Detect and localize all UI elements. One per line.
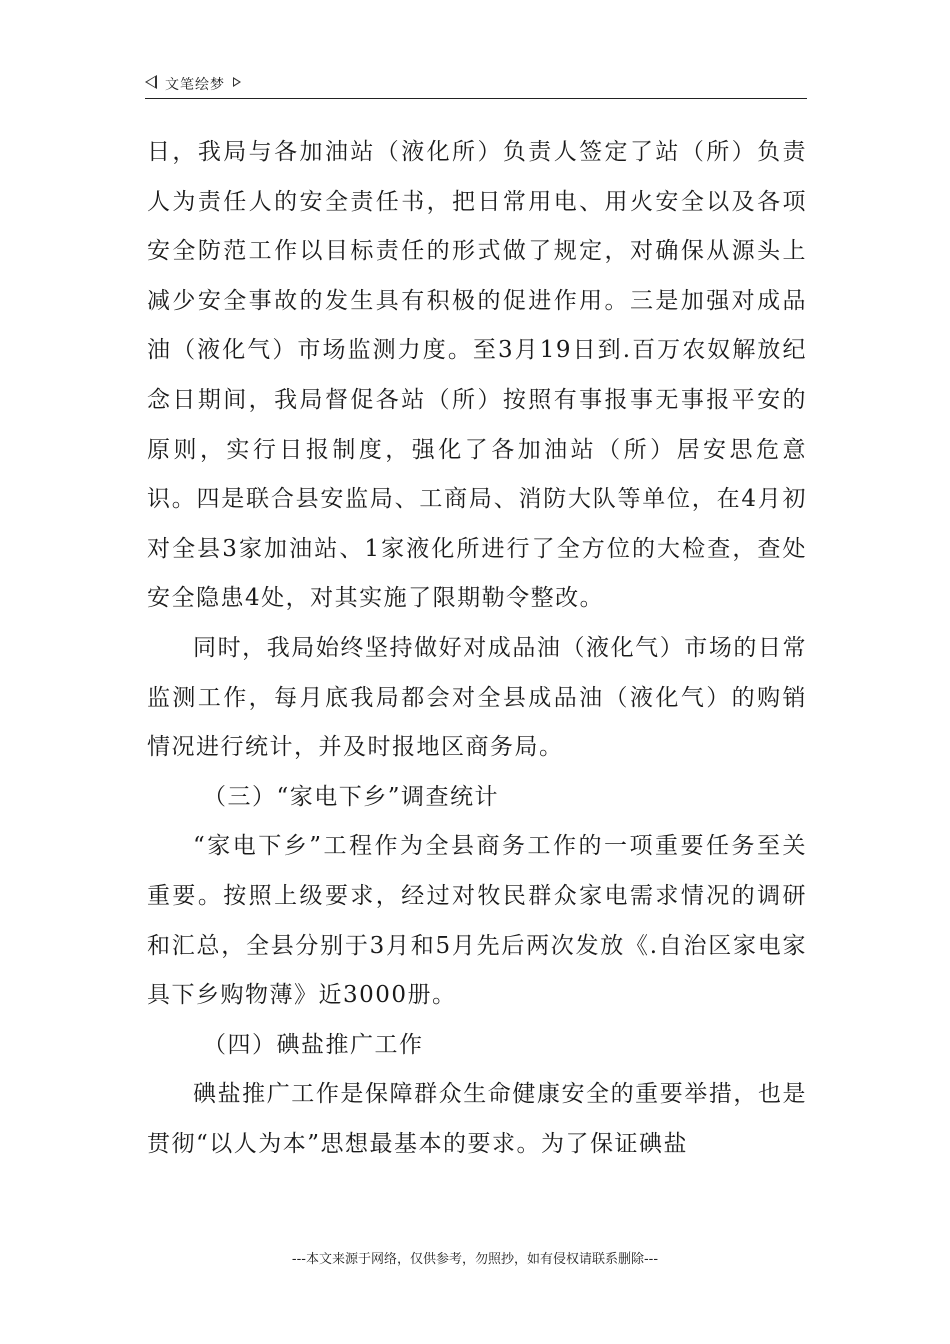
section-heading-appliances: （三）“家电下乡”调查统计 [203,783,500,810]
triangle-right-icon [233,77,241,87]
section-heading-iodized-salt: （四）碘盐推广工作 [203,1031,424,1058]
paragraph-continued: 日，我局与各加油站（液化所）负责人签定了站（所）负责人为责任人的安全责任书，把日常用电、用火安全以及各项安全防范工作以目标责任的形式做了规定，对确保从源头上减少安全事故的发生具有积极的促进作用。三是加强对成品油（液化气）市场监测力度。至3月19日到.百万农奴解放纪念日期间，我局督促各站（所）按照有事报事无事报平安的原则，实行日报制度，强化了各加油站（所）居安思危意识。四是联合县安监局、工商局、消防大队等单位，在4月初对全县3家加油站、1家液化所进行了全方位的大检查，查处安全隐患4处，对其实施了限期勒令整改。 [147,139,807,612]
page-footer-disclaimer: ---本文来源于网络，仅供参考，勿照抄，如有侵权请联系删除--- [291,1252,659,1267]
paragraph-monitoring: 同时，我局始终坚持做好对成品油（液化气）市场的日常监测工作，每月底我局都会对全县成品油（液化气）的购销情况进行统计，并及时报地区商务局。 [147,634,807,761]
triangle-left-icon [145,75,157,89]
paragraph-iodized-salt: 碘盐推广工作是保障群众生命健康安全的重要举措，也是贯彻“以人为本”思想最基本的要求。为了保证碘盐 [147,1081,807,1157]
header-title: 文笔绘梦 [165,77,225,93]
paragraph-appliances: “家电下乡”工程作为全县商务工作的一项重要任务至关重要。按照上级要求，经过对牧民群众家电需求情况的调研和汇总，全县分别于3月和5月先后两次发放《.自治区家电家具下乡购物薄》近3000册。 [147,833,807,1009]
page-header [145,72,807,99]
document-body [147,128,807,1169]
